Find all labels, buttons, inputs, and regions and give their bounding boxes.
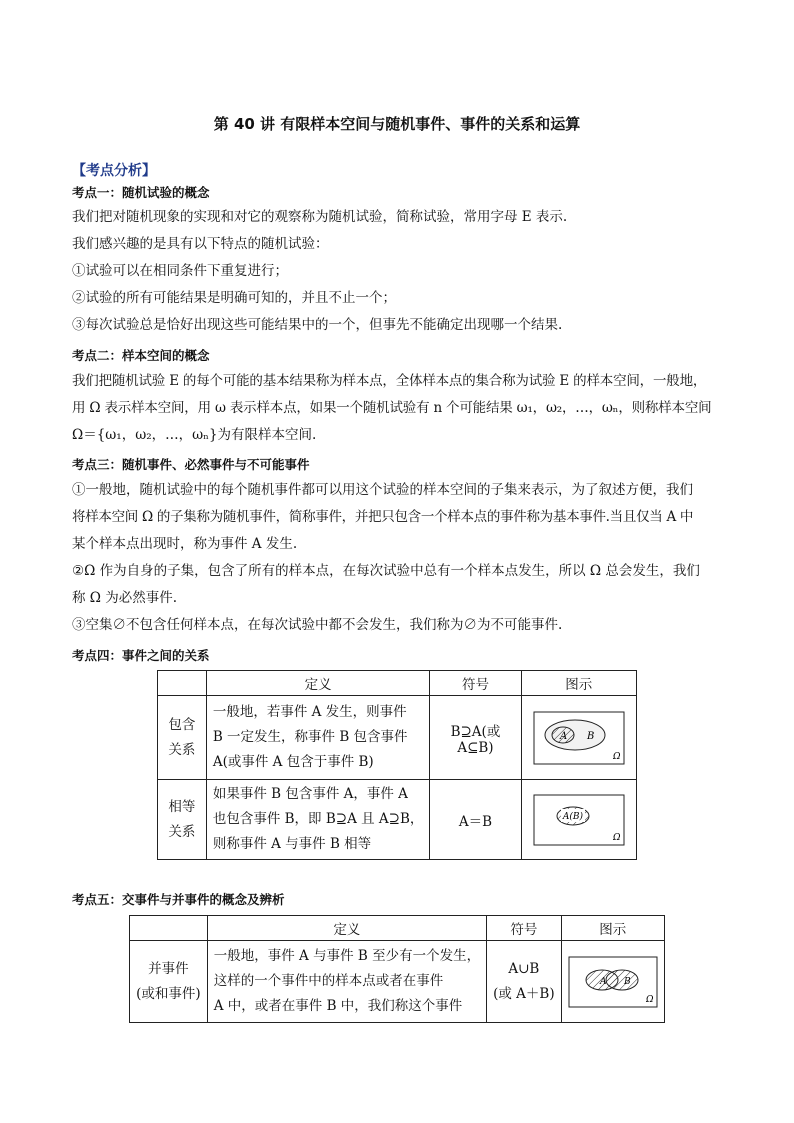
kp3-line: 称 Ω 为必然事件. <box>72 590 178 606</box>
svg-text:Ω: Ω <box>645 994 654 1005</box>
kp3-heading: 考点三：随机事件、必然事件与不可能事件 <box>72 457 310 472</box>
kp2-line: 我们把随机试验 E 的每个可能的基本结果称为样本点，全体样本点的集合称为试验 E 的样本空间，一般地， <box>72 373 707 389</box>
kp2-line: 用 Ω 表示样本空间，用 ω 表示样本点，如果一个随机试验有 n 个可能结果 ω₁，ω₂，…，ωₙ，则称样本空间 <box>72 400 712 416</box>
operation-table <box>129 915 665 1023</box>
row-diagram <box>561 941 664 1023</box>
row-definition: 一般地，若事件 A 发生，则事件 B 一定发生，称事件 B 包含事件 A(或事件 A 包含于事件 B) <box>206 696 430 780</box>
kp1-line: ①试验可以在相同条件下重复进行； <box>72 263 288 279</box>
venn-equality-diagram <box>533 794 625 846</box>
venn-union-diagram <box>568 956 658 1008</box>
row-symbol: A∪B (或 A＋B) <box>487 941 562 1023</box>
svg-text:Ω: Ω <box>612 751 621 762</box>
column-header: 图示 <box>561 916 664 941</box>
column-header: 符号 <box>430 671 521 696</box>
row-name: 并事件 (或和事件) <box>130 941 208 1023</box>
kp1-line: 我们感兴趣的是具有以下特点的随机试验： <box>72 236 329 252</box>
row-diagram <box>521 780 636 860</box>
row-symbol: A＝B <box>430 780 521 860</box>
kp5-heading: 考点五：交事件与并事件的概念及辨析 <box>72 892 285 907</box>
svg-text:A: A <box>599 976 607 987</box>
kp3-line: 将样本空间 Ω 的子集称为随机事件，简称事件，并把只包含一个样本点的事件称为基本事件.当且仅当 A 中 <box>72 509 694 525</box>
kp3-line: ②Ω 作为自身的子集，包含了所有的样本点，在每次试验中总有一个样本点发生，所以 Ω 总会发生，我们 <box>72 563 700 579</box>
column-header: 符号 <box>487 916 562 941</box>
svg-text:Ω: Ω <box>612 832 621 843</box>
kp3-line: ①一般地，随机试验中的每个随机事件都可以用这个试验的样本空间的子集来表示，为了叙述方便，我们 <box>72 482 693 498</box>
svg-text:A: A <box>559 730 567 742</box>
row-diagram <box>521 696 636 780</box>
kp3-line: ③空集∅不包含任何样本点，在每次试验中都不会发生，我们称为∅为不可能事件. <box>72 617 563 633</box>
kp3-line: 某个样本点出现时，称为事件 A 发生. <box>72 536 298 552</box>
svg-text:B: B <box>586 730 595 742</box>
table-row <box>130 941 665 1023</box>
table-row <box>158 780 637 860</box>
kp2-line: Ω＝{ω₁，ω₂，…，ωₙ}为有限样本空间. <box>72 427 317 443</box>
column-header: 定义 <box>206 671 430 696</box>
kp1-line: 我们把对随机现象的实现和对它的观察称为随机试验，简称试验，常用字母 E 表示. <box>72 209 568 225</box>
table-header-row <box>130 916 665 941</box>
kp2-heading: 考点二：样本空间的概念 <box>72 348 210 363</box>
section-heading: 【考点分析】 <box>72 163 156 179</box>
row-definition: 如果事件 B 包含事件 A，事件 A 也包含事件 B，即 B⊇A 且 A⊇B， 则称事件 A 与事件 B 相等 <box>206 780 430 860</box>
venn-inclusion-diagram <box>533 711 625 765</box>
svg-text:B: B <box>623 976 631 987</box>
row-symbol: B⊇A(或 A⊆B) <box>430 696 521 780</box>
row-name: 包含 关系 <box>158 696 207 780</box>
kp4-heading: 考点四：事件之间的关系 <box>72 648 210 663</box>
kp1-heading: 考点一：随机试验的概念 <box>72 185 210 200</box>
kp1-line: ②试验的所有可能结果是明确可知的，并且不止一个； <box>72 290 396 306</box>
relation-table <box>157 670 637 860</box>
row-definition: 一般地，事件 A 与事件 B 至少有一个发生， 这样的一个事件中的样本点或者在事件 A 中，或者在事件 B 中，我们称这个事件 <box>207 941 486 1023</box>
row-name: 相等 关系 <box>158 780 207 860</box>
table-header-row <box>158 671 637 696</box>
column-header: 图示 <box>521 671 636 696</box>
page-title: 第 40 讲 有限样本空间与随机事件、事件的关系和运算 <box>213 115 581 133</box>
kp1-line: ③每次试验总是恰好出现这些可能结果中的一个，但事先不能确定出现哪一个结果. <box>72 317 563 333</box>
svg-text:A(B): A(B) <box>562 811 583 822</box>
column-header: 定义 <box>207 916 486 941</box>
table-row <box>158 696 637 780</box>
